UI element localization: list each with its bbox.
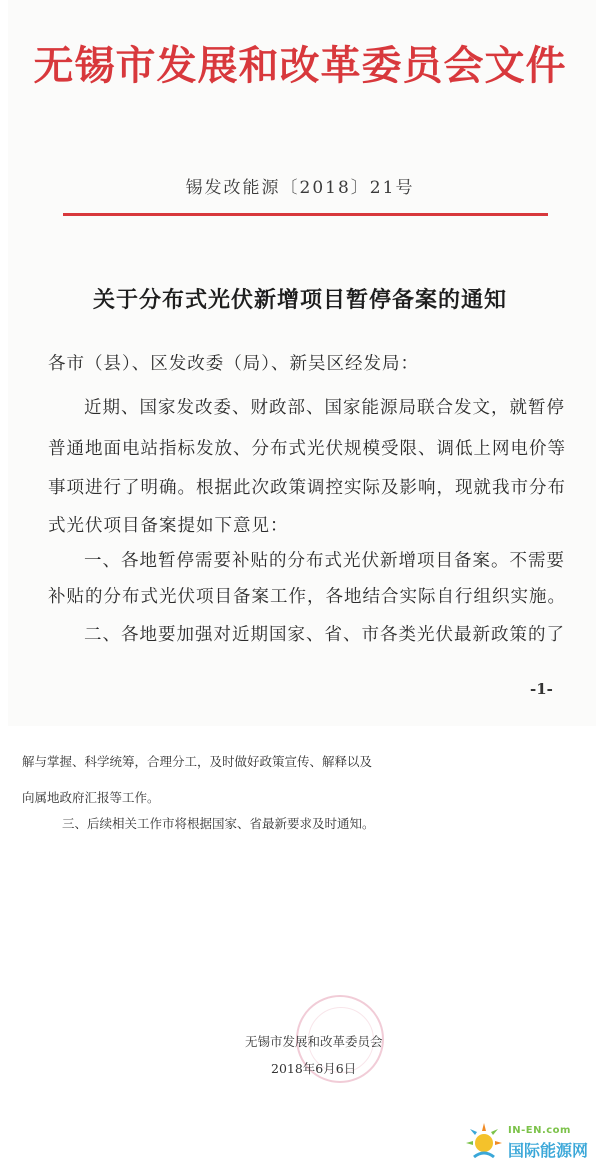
red-divider-line xyxy=(63,213,548,216)
watermark-cn: 国际能源网 xyxy=(508,1141,589,1160)
paragraph-line: 二、各地要加强对近期国家、省、市各类光伏最新政策的了 xyxy=(84,625,565,645)
page-number: -1- xyxy=(530,680,553,698)
paragraph-line: 一、各地暂停需要补贴的分布式光伏新增项目备案。不需要 xyxy=(84,551,565,571)
recipients-line: 各市（县）、区发改委（局）、新吴区经发局： xyxy=(48,354,419,374)
document-header-title: 无锡市发展和改革委员会文件 xyxy=(33,42,567,89)
paragraph-line: 近期、国家发改委、财政部、国家能源局联合发文，就暂停 xyxy=(84,398,565,418)
continuation-line: 三、后续相关工作市将根据国家、省最新要求及时通知。 xyxy=(62,816,375,831)
continuation-line: 解与掌握、科学统筹，合理分工，及时做好政策宣传、解释以及 xyxy=(22,754,373,769)
paragraph-line: 补贴的分布式光伏项目备案工作，各地结合实际自行组织实施。 xyxy=(48,587,566,607)
continuation-line: 向属地政府汇报等工作。 xyxy=(22,790,160,805)
site-watermark xyxy=(462,1117,596,1165)
document-number: 锡发改能源〔2018〕21号 xyxy=(185,178,415,198)
sun-logo-icon xyxy=(462,1119,506,1163)
signature-date: 2018年6月6日 xyxy=(271,1061,357,1076)
paragraph-line: 式光伏项目备案提如下意见： xyxy=(48,516,289,536)
watermark-en: IN-EN.com xyxy=(508,1125,571,1136)
paragraph-line: 事项进行了明确。根据此次政策调控实际及影响，现就我市分布 xyxy=(48,478,566,498)
signature-organization: 无锡市发展和改革委员会 xyxy=(245,1034,383,1049)
notice-title: 关于分布式光伏新增项目暂停备案的通知 xyxy=(92,288,507,313)
paragraph-line: 普通地面电站指标发放、分布式光伏规模受限、调低上网电价等 xyxy=(48,439,566,459)
